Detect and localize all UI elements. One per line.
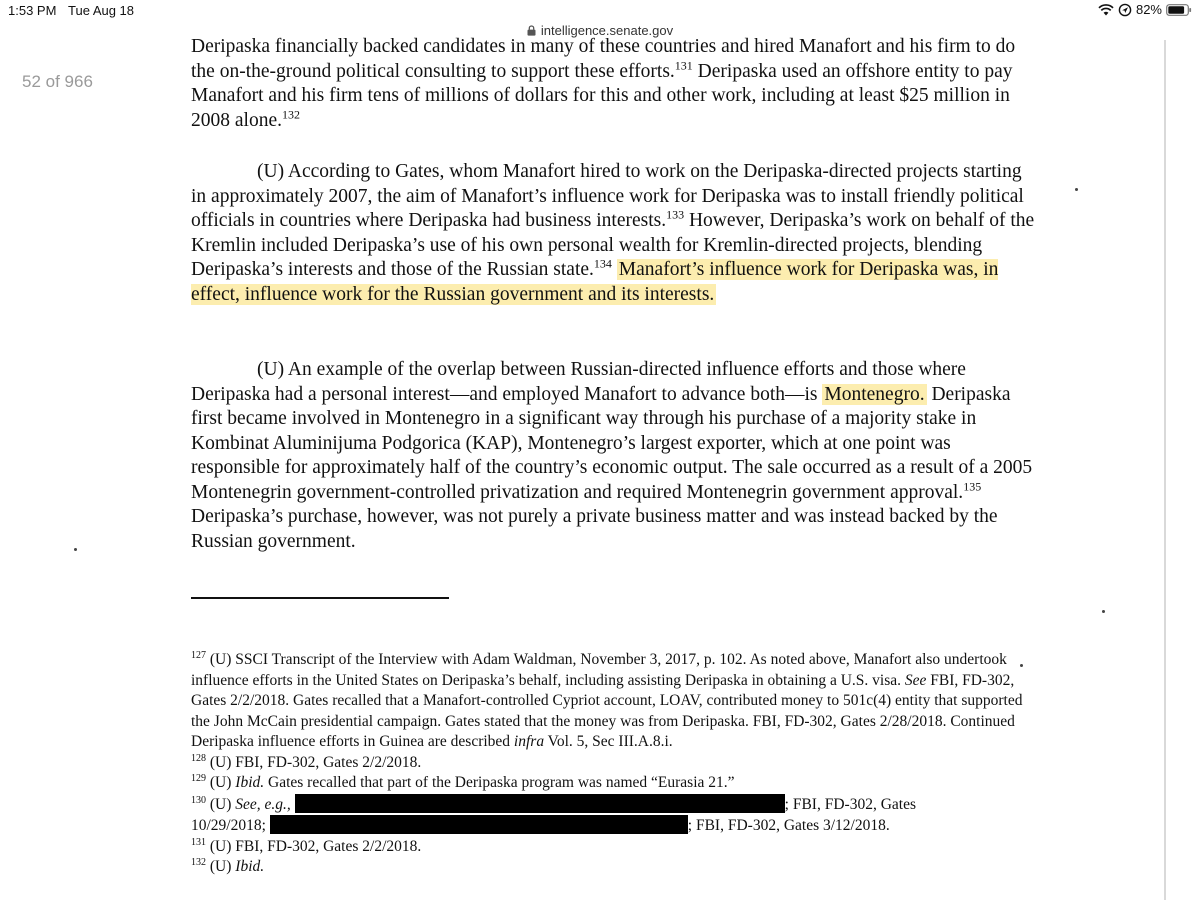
footnote-130 <box>191 794 1041 837</box>
footnote-text: Gates recalled that part of the Deripaska program was named “Eurasia 21.” <box>264 774 735 791</box>
battery-percent: 82% <box>1135 2 1162 17</box>
p1-text-b: Deripaska used an offshore entity to pay Manafort and his firm tens of millions of dollars for this and other work, including at least $25 million in 2008 alone. <box>191 60 1013 131</box>
p2-text-b: However, Deripaska’s work on behalf of the Kremlin included Deripaska’s use of his own personal wealth for Kremlin-directed projects, blending Deripaska’s interests and those of the Russian state. <box>191 210 1035 280</box>
footnote-text: (U) FBI, FD-302, Gates 2/2/2018. <box>209 837 422 855</box>
wifi-icon <box>1098 4 1114 16</box>
status-bar <box>0 0 1200 22</box>
footnote-text: 10/29/2018; <box>191 817 266 834</box>
status-date: Tue Aug 18 <box>68 3 135 18</box>
footnote-ref-135[interactable]: 135 <box>963 479 982 493</box>
footnote-text: (U) <box>209 795 236 813</box>
p3-text-b: Deripaska first became involved in Montenegro in a significant way through his purchase of a majority stake in Kombinat Aluminijuma Podgorica (KAP), Montenegro’s largest exporter, which at one point was responsible for approximately half of the country’s economic output. The sale occurred as a result of a 2005 Montenegrin government-controlled privatization and required Montenegrin government approval. <box>191 383 1033 503</box>
redaction-bar <box>295 794 785 813</box>
footnote-132 <box>191 857 1041 878</box>
footnote-divider <box>191 597 449 599</box>
highlight-montenegro[interactable]: Montenegro. <box>824 383 925 405</box>
battery-icon <box>1166 4 1192 16</box>
footnote-number: 127 <box>191 649 206 661</box>
footnote-ref-131[interactable]: 131 <box>674 58 693 72</box>
scan-speck <box>1020 664 1023 667</box>
p3-text-a: (U) An example of the overlap between Russian-directed influence efforts and those where Deripaska had a personal interest—and employed Manafort to advance both—is <box>191 359 966 405</box>
paragraph-2 <box>191 160 1041 307</box>
scan-speck <box>74 548 77 551</box>
footnote-text: (U) <box>209 774 236 791</box>
p2-text-a: (U) According to Gates, whom Manafort hired to work on the Deripaska-directed projects starting in approximately 2007, the aim of Manafort’s influence work for Deripaska was to install friendly political officials in countries where Deripaska had business interests. <box>191 161 1024 231</box>
redaction-bar <box>270 815 688 834</box>
footnote-127 <box>191 650 1041 753</box>
footnote-number: 128 <box>191 752 206 764</box>
footnote-ibid: Ibid. <box>235 858 265 875</box>
footnote-text: ; FBI, FD-302, Gates <box>784 795 916 813</box>
footnote-infra: infra <box>513 733 545 750</box>
footnotes <box>191 650 1041 878</box>
footnote-text: (U) FBI, FD-302, Gates 2/2/2018. <box>209 753 422 771</box>
footnote-129 <box>191 773 1041 794</box>
status-indicators <box>1098 2 1192 17</box>
footnote-text: FBI, FD-302, Gates 2/2/2018. Gates recalled that a Manafort-controlled Cypriot account, LOAV, contributed money to 501c(4) entity that supported the John McCain presidential campaign. Gates stated that the money was from Deripaska. FBI, FD-302, Gates 2/28/2018. Continued Deripaska influence efforts in Guinea are described <box>191 671 1023 750</box>
footnote-text: (U) SSCI Transcript of the Interview with Adam Waldman, November 3, 2017, p. 102. As noted above, Manafort also undertook influence efforts in the United States on Deripaska’s behalf, including assisting Deripaska in obtaining a U.S. visa. <box>191 651 1007 689</box>
p3-text-c: Deripaska’s purchase, however, was not purely a private business matter and was instead backed by the Russian government. <box>191 506 998 552</box>
footnote-number: 132 <box>191 856 206 868</box>
footnote-ref-132[interactable]: 132 <box>281 107 300 121</box>
footnote-text: Vol. 5, Sec III.A.8.i. <box>544 733 673 750</box>
highlight-manafort-influence[interactable]: Manafort’s influence work for Deripaska was, in effect, influence work for the Russian government and its interests. <box>191 259 999 305</box>
paragraph-1 <box>191 35 1041 133</box>
footnote-see: See, e.g., <box>235 795 291 813</box>
status-time: 1:53 PM <box>8 3 57 18</box>
scan-speck <box>1102 610 1105 613</box>
location-icon <box>1118 3 1132 17</box>
scan-speck <box>1075 188 1078 191</box>
footnote-number: 130 <box>191 794 206 806</box>
page-edge <box>1164 40 1166 900</box>
footnote-text: (U) <box>209 858 236 875</box>
p1-text-a: Deripaska financially backed candidates in many of these countries and hired Manafort and his firm to do the on-the-ground political consulting to support these efforts. <box>191 36 1016 82</box>
url-text: intelligence.senate.gov <box>540 23 674 38</box>
page-indicator: 52 of 966 <box>22 72 93 91</box>
footnote-ibid: Ibid. <box>235 774 265 791</box>
footnote-see: See <box>904 671 927 689</box>
footnote-ref-133[interactable]: 133 <box>666 207 685 222</box>
footnote-number: 131 <box>191 836 206 848</box>
footnote-number: 129 <box>191 772 206 784</box>
paragraph-3 <box>191 358 1041 554</box>
footnote-ref-134[interactable]: 134 <box>593 256 612 271</box>
footnote-131 <box>191 837 1041 858</box>
footnote-128 <box>191 753 1041 774</box>
footnote-text: ; FBI, FD-302, Gates 3/12/2018. <box>687 817 890 834</box>
